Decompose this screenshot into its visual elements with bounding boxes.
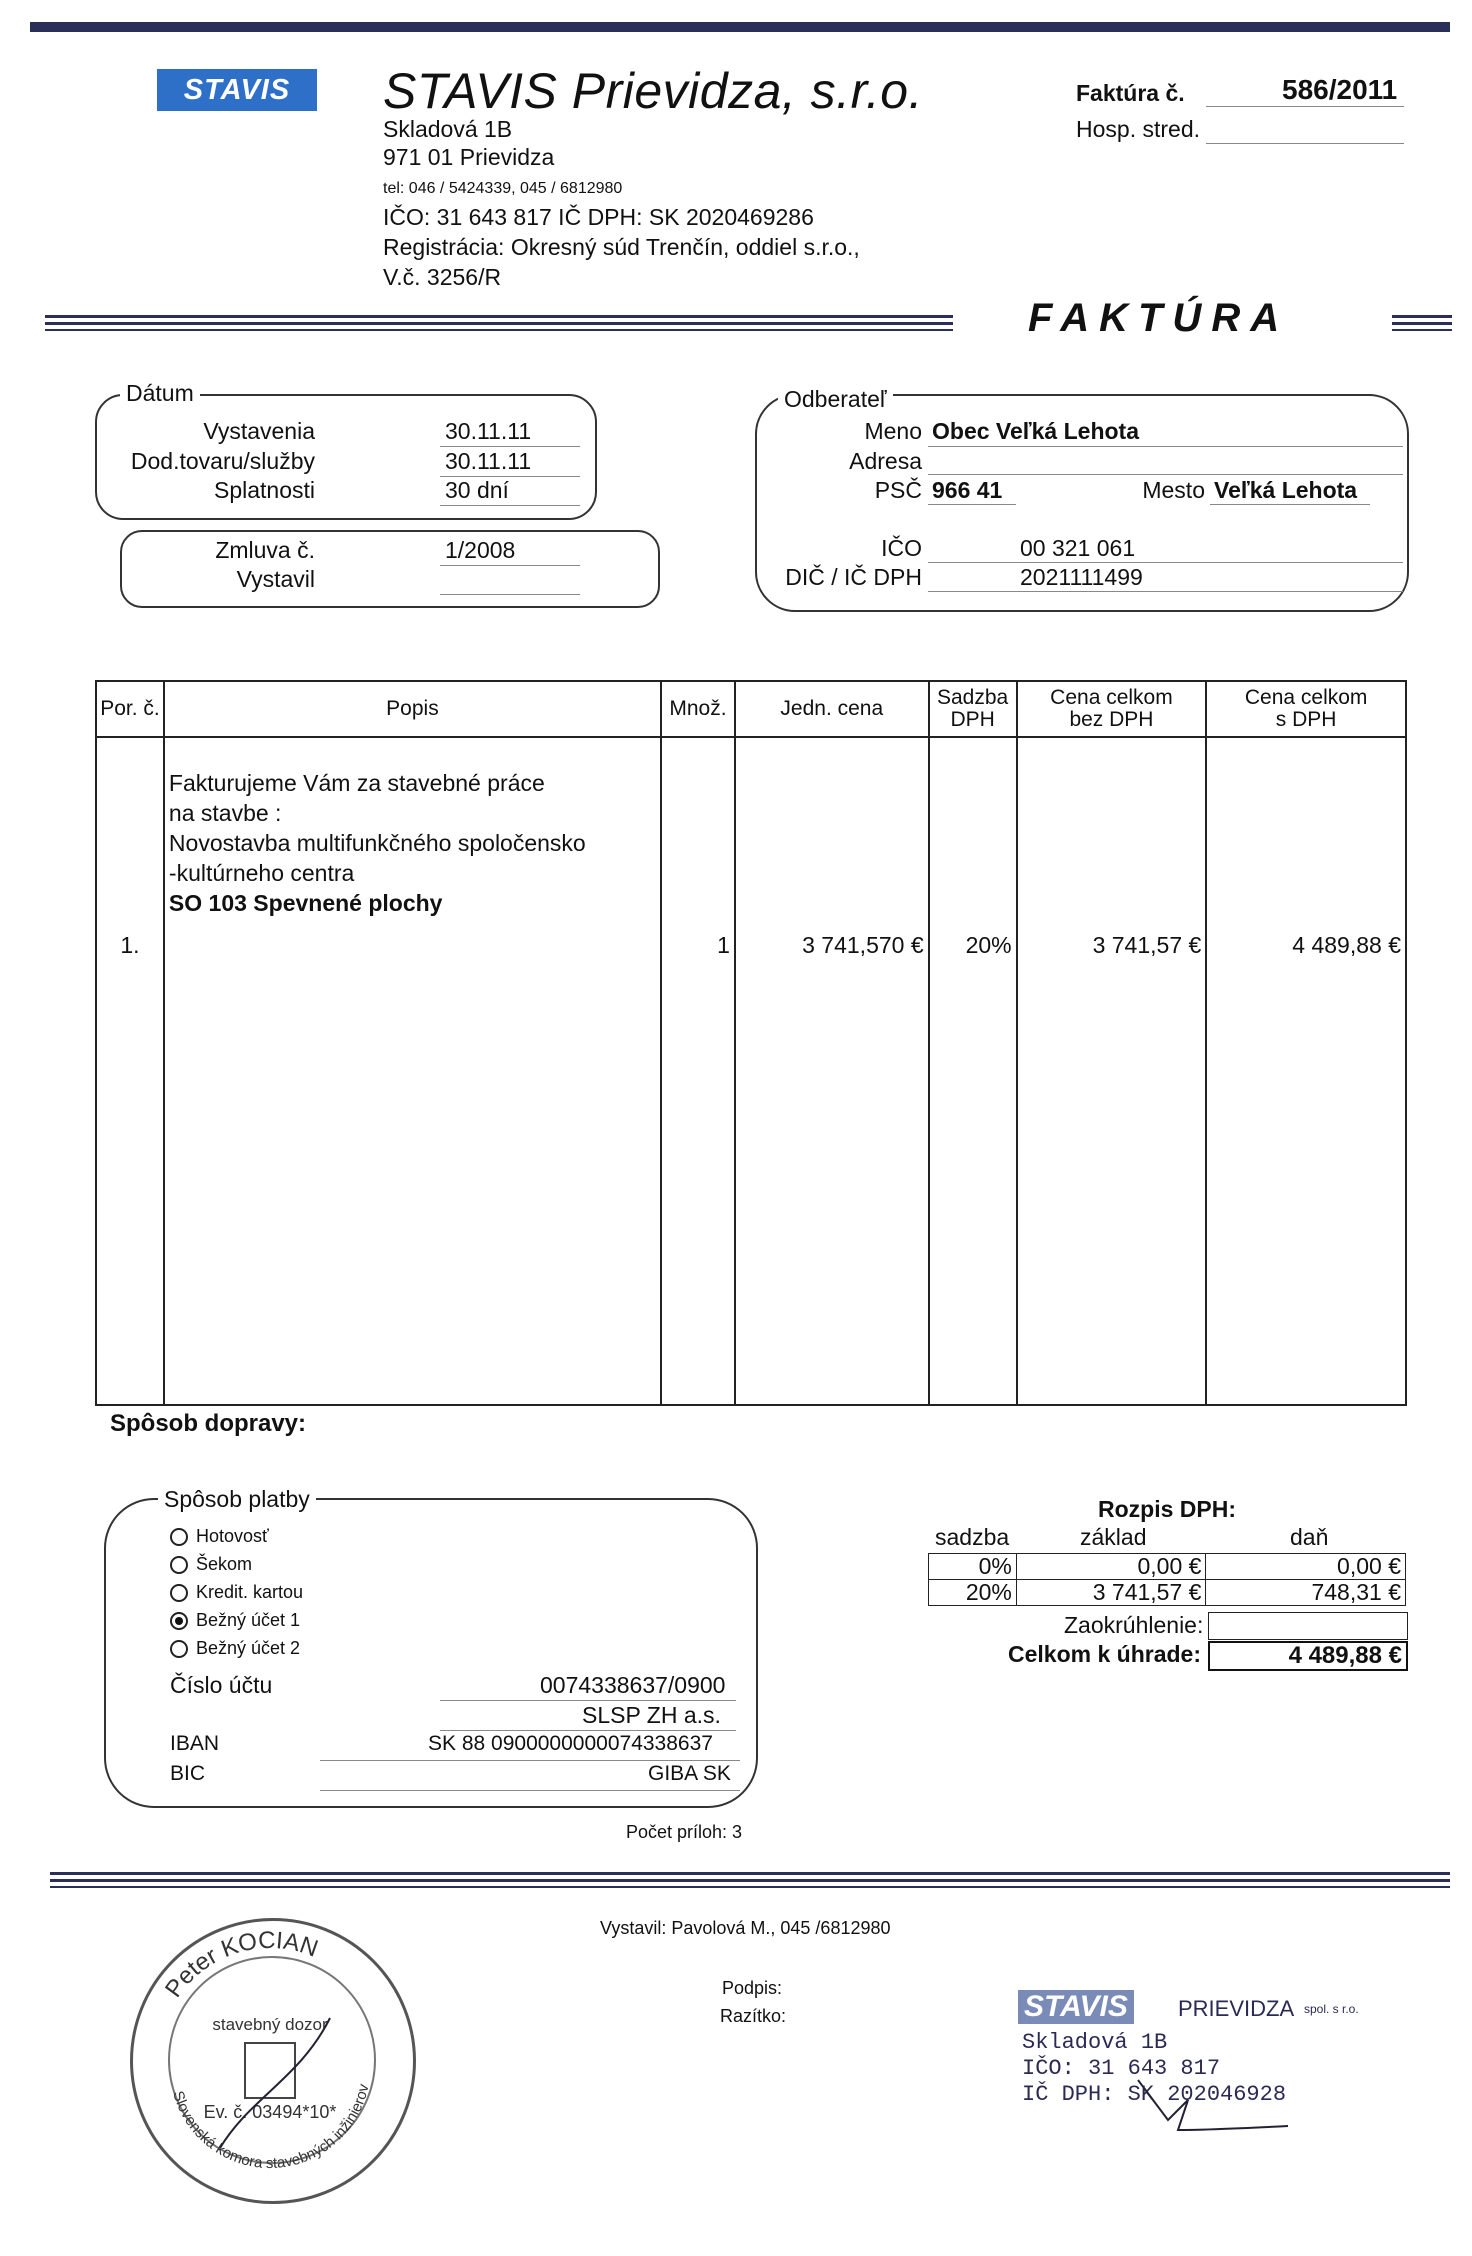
customer-legend: Odberateľ xyxy=(778,386,893,413)
customer-city-label: Mesto xyxy=(1142,477,1205,503)
company-city: 971 01 Prievidza xyxy=(383,144,555,170)
hosp-label: Hosp. stred. xyxy=(1076,116,1200,142)
col-header-vat-2: DPH xyxy=(950,708,995,731)
customer-name-line xyxy=(928,446,1403,447)
radio-card[interactable] xyxy=(170,1584,188,1602)
delivery-date-label: Dod.tovaru/služby xyxy=(130,448,315,474)
total-value-text: 4 489,88 € xyxy=(1288,1642,1402,1669)
row-desc-bold: SO 103 Spevnené plochy xyxy=(168,890,443,916)
company-stamp-ico: IČO: 31 643 817 xyxy=(1022,2056,1221,2081)
customer-city-line xyxy=(1210,504,1370,505)
row-net: 3 741,57 € xyxy=(1017,737,1207,1405)
col-header-gross-2: s DPH xyxy=(1275,708,1337,731)
col-header-desc: Popis xyxy=(164,681,661,737)
footer-rule-2 xyxy=(50,1879,1450,1882)
radio-account-2[interactable] xyxy=(170,1640,188,1658)
issue-date-value: 30.11.11 xyxy=(445,418,532,444)
footer-rule-3 xyxy=(50,1886,1450,1888)
vat-base: 3 741,57 € xyxy=(1016,1580,1206,1606)
sign-label: Podpis: xyxy=(722,1978,783,1998)
title-rule-left-2 xyxy=(45,322,953,325)
rounding-box xyxy=(1208,1612,1408,1640)
company-registration: Registrácia: Okresný súd Trenčín, oddiel s.r.o., xyxy=(383,234,860,260)
customer-name-label: Meno xyxy=(864,418,922,444)
payment-legend: Spôsob platby xyxy=(158,1486,316,1513)
bic-line xyxy=(320,1790,740,1791)
table-row xyxy=(929,1580,1406,1606)
customer-dic-label: DIČ / IČ DPH xyxy=(785,564,922,590)
row-desc-line: na stavbe : xyxy=(168,800,282,826)
round-stamp-ev: Ev. č. 03494*10* xyxy=(203,2102,337,2122)
doc-title: FAKTÚRA xyxy=(1028,296,1290,340)
payment-option-label: Hotovosť xyxy=(196,1526,269,1546)
col-header-gross xyxy=(1206,681,1406,737)
radio-cash[interactable] xyxy=(170,1528,188,1546)
row-gross: 4 489,88 € xyxy=(1206,737,1406,1405)
vat-rate: 0% xyxy=(929,1554,1017,1580)
company-stamp-logo: STAVIS xyxy=(1018,1990,1134,2024)
invoice-number-line xyxy=(1206,106,1404,107)
iban-value: SK 88 0900000000074338637 xyxy=(428,1732,713,1755)
table-row xyxy=(96,737,1406,1405)
issue-date-line xyxy=(440,446,580,447)
customer-name-value: Obec Veľká Lehota xyxy=(932,418,1139,444)
stavis-logo: STAVIS xyxy=(157,69,317,111)
vat-table xyxy=(928,1553,1406,1606)
svg-text:Slovenská komora stavebných in xyxy=(169,2082,372,2172)
total-value xyxy=(1208,1641,1408,1671)
row-desc xyxy=(164,737,661,1405)
round-stamp-role: stavebný dozor xyxy=(212,2015,328,2034)
customer-zip-label: PSČ xyxy=(874,477,922,503)
rounding-label: Zaokrúhlenie: xyxy=(1064,1612,1204,1638)
title-rule-right-1 xyxy=(1392,315,1452,318)
col-header-gross-1: Cena celkom xyxy=(1244,686,1368,709)
due-date-label: Splatnosti xyxy=(213,477,315,503)
col-header-net-1: Cena celkom xyxy=(1050,686,1173,709)
col-header-qty: Množ. xyxy=(661,681,735,737)
payment-option-account-2[interactable] xyxy=(170,1638,300,1659)
footer-rule-1 xyxy=(50,1872,1450,1875)
bic-label: BIC xyxy=(170,1762,206,1785)
delivery-date-value: 30.11.11 xyxy=(445,448,532,474)
attachments-count: Počet príloh: 3 xyxy=(626,1822,743,1842)
company-ids: IČO: 31 643 817 IČ DPH: SK 2020469286 xyxy=(383,204,814,230)
top-rule xyxy=(30,22,1450,32)
iban-label: IBAN xyxy=(170,1732,220,1755)
customer-zip-line xyxy=(928,504,1016,505)
payment-option-label: Bežný účet 1 xyxy=(196,1610,301,1630)
customer-ico-line xyxy=(928,562,1403,563)
vat-col-tax: daň xyxy=(1290,1524,1329,1550)
issued-by-label: Vystavil xyxy=(236,566,315,592)
hosp-line xyxy=(1206,143,1404,144)
company-stamp-street: Skladová 1B xyxy=(1022,2030,1168,2055)
customer-dic-value: 2021111499 xyxy=(1020,564,1143,590)
account-label: Číslo účtu xyxy=(170,1672,273,1698)
row-qty: 1 xyxy=(661,737,735,1405)
company-phone: tel: 046 / 5424339, 045 / 6812980 xyxy=(383,180,623,197)
vat-tax: 748,31 € xyxy=(1206,1580,1406,1606)
company-stamp-suffix: spol. s r.o. xyxy=(1304,2002,1359,2016)
invoice-label: Faktúra č. xyxy=(1076,80,1185,106)
items-table xyxy=(95,680,1407,1406)
bank-value: SLSP ZH a.s. xyxy=(582,1702,721,1728)
payment-option-account-1[interactable] xyxy=(170,1610,300,1631)
title-rule-left-3 xyxy=(45,329,953,331)
issued-by-footer: Vystavil: Pavolová M., 045 /6812980 xyxy=(600,1918,891,1938)
svg-text:Peter KOCIAN xyxy=(160,1927,321,2003)
col-header-vat-1: Sadzba xyxy=(937,686,1009,709)
company-street: Skladová 1B xyxy=(383,116,513,142)
round-stamp-name: Peter KOCIAN xyxy=(159,1926,322,2003)
due-date-line xyxy=(440,505,580,506)
invoice-number: 586/2011 xyxy=(1282,74,1398,105)
col-header-vat xyxy=(929,681,1017,737)
coat-of-arms-icon xyxy=(245,2043,295,2098)
vat-col-base: základ xyxy=(1080,1524,1147,1550)
due-date-value: 30 dní xyxy=(445,477,509,503)
bic-value: GIBA SK xyxy=(648,1762,731,1785)
vat-col-rate: sadzba xyxy=(935,1524,1010,1550)
radio-account-1[interactable] xyxy=(170,1612,188,1630)
vat-rate: 20% xyxy=(929,1580,1017,1606)
round-stamp-org: Slovenská komora stavebných inžinierov xyxy=(169,2082,373,2172)
row-desc-line: -kultúrneho centra xyxy=(168,860,355,886)
account-line xyxy=(440,1700,736,1701)
row-desc-line: Fakturujeme Vám za stavebné práce xyxy=(168,770,545,796)
transport-label: Spôsob dopravy: xyxy=(110,1410,307,1437)
row-vat: 20% xyxy=(929,737,1017,1405)
company-signature-icon xyxy=(1118,2060,1298,2140)
company-stamp-name: PRIEVIDZA xyxy=(1178,1996,1295,2021)
customer-ico-value: 00 321 061 xyxy=(1020,535,1136,561)
title-rule-right-3 xyxy=(1392,329,1452,331)
round-stamp-text xyxy=(130,1918,410,2198)
col-header-no: Por. č. xyxy=(96,681,164,737)
payment-option-check[interactable] xyxy=(170,1554,252,1575)
row-no: 1. xyxy=(96,737,164,1405)
vat-tax: 0,00 € xyxy=(1206,1554,1406,1580)
bank-line xyxy=(440,1730,736,1731)
payment-option-label: Kredit. kartou xyxy=(196,1582,304,1602)
issued-by-line xyxy=(440,594,580,595)
payment-option-label: Šekom xyxy=(196,1554,253,1574)
customer-address-line xyxy=(928,474,1403,475)
customer-zip-value: 966 41 xyxy=(932,477,1003,503)
contract-line xyxy=(440,565,580,566)
account-value: 0074338637/0900 xyxy=(540,1672,726,1698)
stamp-label: Razítko: xyxy=(720,2006,787,2026)
iban-line xyxy=(320,1760,740,1761)
col-header-net-2: bez DPH xyxy=(1069,708,1154,731)
company-name: STAVIS Prievidza, s.r.o. xyxy=(383,63,923,119)
title-rule-right-2 xyxy=(1392,322,1452,325)
vat-summary-title: Rozpis DPH: xyxy=(1098,1496,1236,1522)
signature-icon xyxy=(220,2018,330,2148)
issue-date-label: Vystavenia xyxy=(203,418,315,444)
row-unit: 3 741,570 € xyxy=(735,737,929,1405)
company-stamp xyxy=(1018,1990,1398,2150)
company-stamp-icdph: IČ DPH: SK 202046928 xyxy=(1022,2082,1287,2107)
customer-address-label: Adresa xyxy=(849,448,922,474)
col-header-net xyxy=(1017,681,1207,737)
contract-label: Zmluva č. xyxy=(215,537,315,563)
payment-option-card[interactable] xyxy=(170,1582,303,1603)
payment-option-label: Bežný účet 2 xyxy=(196,1638,301,1658)
vat-base: 0,00 € xyxy=(1016,1554,1206,1580)
company-registration-2: V.č. 3256/R xyxy=(383,264,502,290)
total-label: Celkom k úhrade: xyxy=(1008,1641,1201,1667)
dates-legend: Dátum xyxy=(120,380,200,407)
customer-ico-label: IČO xyxy=(881,535,922,561)
col-header-unit: Jedn. cena xyxy=(735,681,929,737)
table-row xyxy=(929,1554,1406,1580)
customer-city-value: Veľká Lehota xyxy=(1214,477,1358,503)
contract-value: 1/2008 xyxy=(445,537,516,563)
title-rule-left-1 xyxy=(45,315,953,318)
customer-dic-line xyxy=(928,591,1403,592)
radio-check[interactable] xyxy=(170,1556,188,1574)
row-desc-line: Novostavba multifunkčného spoločensko xyxy=(168,830,586,856)
payment-option-cash[interactable] xyxy=(170,1526,269,1547)
